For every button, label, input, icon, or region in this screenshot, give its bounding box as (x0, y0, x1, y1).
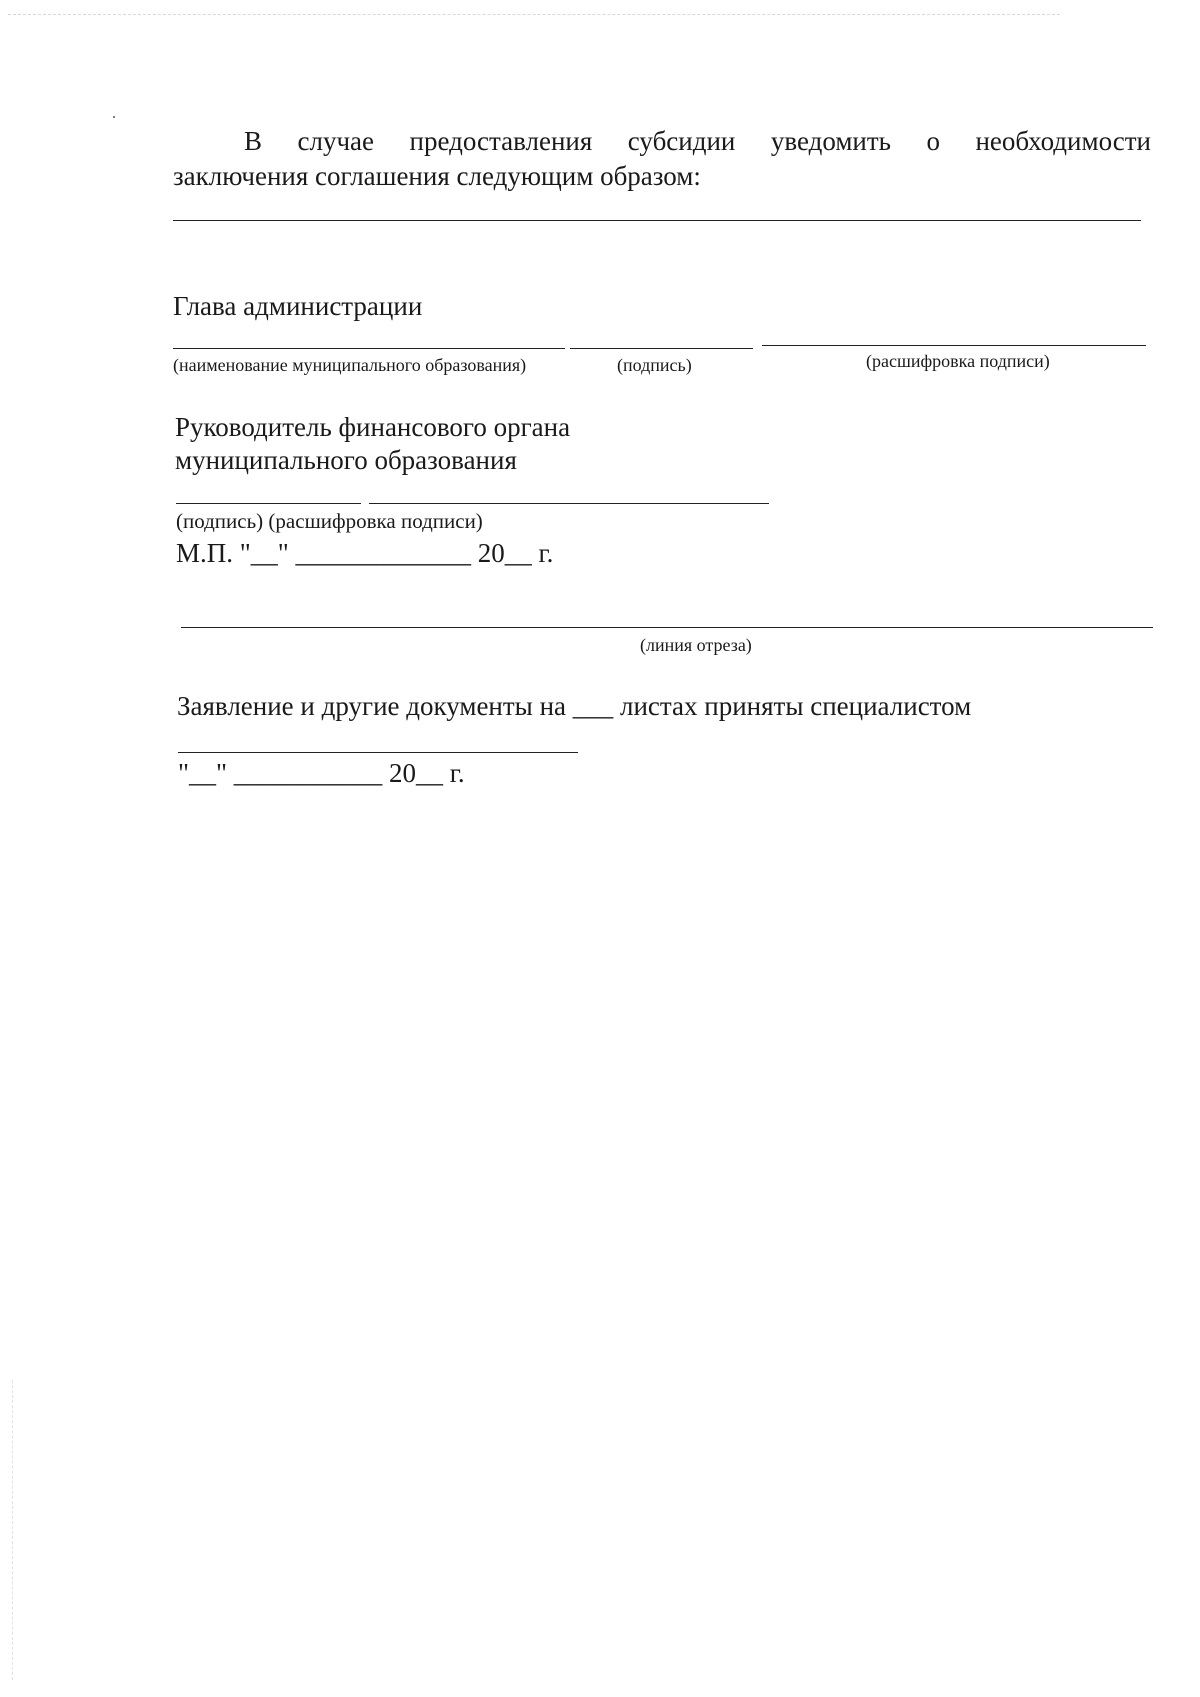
head-admin-caption-signature: (подпись) (617, 355, 692, 375)
finance-head-title-2: муниципального образования (175, 445, 517, 475)
notification-blank-line (173, 220, 1141, 221)
cut-line-label: (линия отреза) (640, 635, 752, 655)
finance-head-signature-line (176, 503, 361, 504)
scan-dot (113, 116, 115, 118)
finance-head-caption: (подпись) (расшифровка подписи) (176, 509, 483, 533)
notification-word: о (926, 126, 940, 156)
head-admin-caption-name: (наименование муниципального образования) (173, 355, 527, 375)
receipt-specialist-line (178, 752, 578, 753)
head-admin-caption-decoding: (расшифровка подписи) (866, 351, 1050, 371)
notification-word: случае (297, 126, 375, 156)
head-admin-decoding-line (762, 345, 1146, 346)
notification-word: необходимости (975, 126, 1151, 156)
receipt-statement: Заявление и другие документы на ___ листах приняты специалистом (177, 691, 972, 721)
scan-artifact-left (12, 1380, 13, 1680)
notification-line-2: заключения соглашения следующим образом: (173, 161, 701, 191)
head-admin-title: Глава администрации (173, 291, 423, 321)
finance-head-decoding-line (369, 503, 769, 504)
receipt-date: "__" ___________ 20__ г. (178, 758, 465, 788)
notification-word: В (244, 126, 263, 156)
finance-head-title-1: Руководитель финансового органа (175, 412, 571, 442)
notification-word: уведомить (770, 126, 891, 156)
cut-line (181, 627, 1153, 628)
notification-word: предоставления (409, 126, 593, 156)
stamp-date-line: М.П. "__" _____________ 20__ г. (176, 538, 554, 568)
notification-word: субсидии (627, 126, 736, 156)
head-admin-signature-line (570, 348, 753, 349)
head-admin-name-line (173, 348, 565, 349)
scan-artifact-top (8, 14, 1060, 15)
notification-line-1 (244, 128, 1151, 155)
